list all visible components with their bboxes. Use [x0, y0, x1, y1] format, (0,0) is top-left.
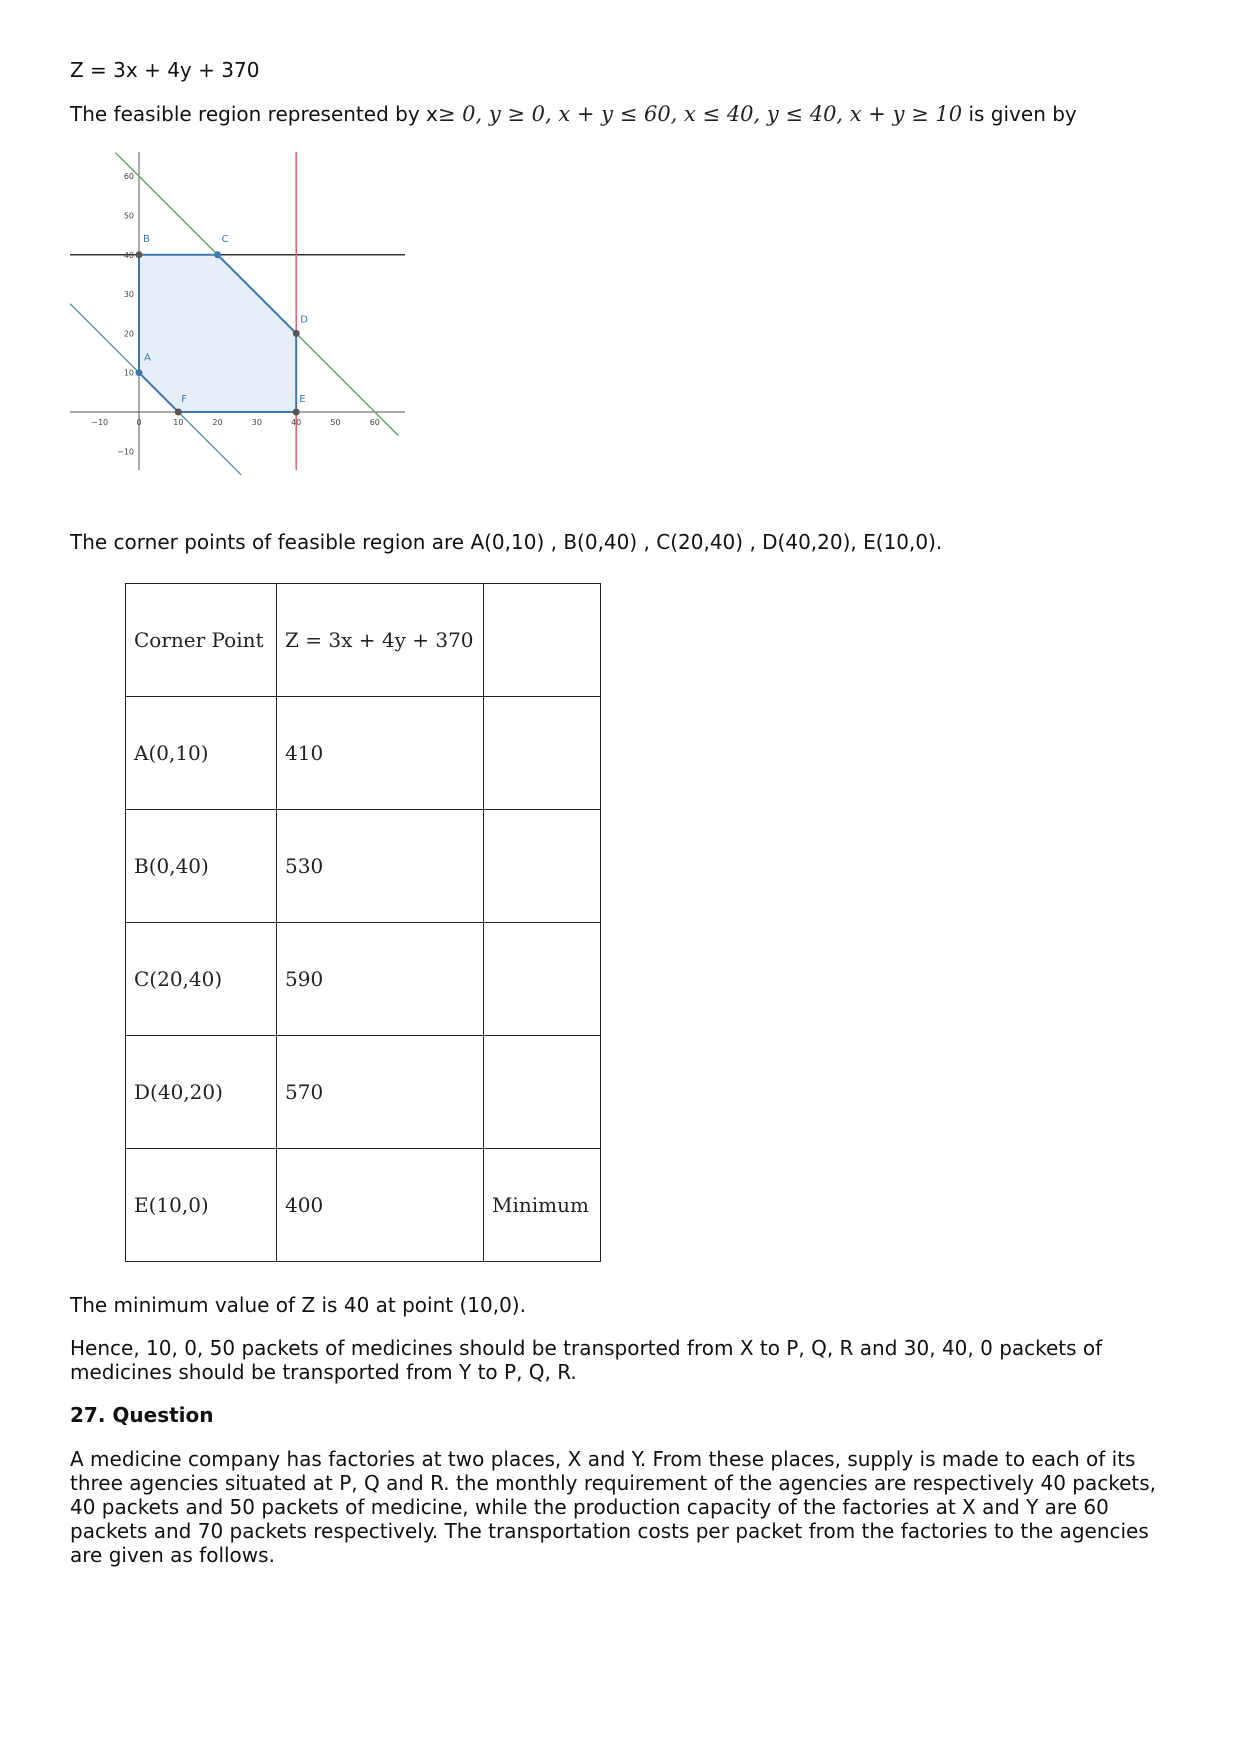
table-header-cell: Z = 3x + 4y + 370	[277, 584, 484, 697]
minimum-value-text: The minimum value of Z is 40 at point (10,0).	[70, 1293, 526, 1317]
corner-point-marker	[136, 251, 143, 258]
corner-point-marker	[136, 369, 143, 376]
objective-function: Z = 3x + 4y + 370	[70, 58, 260, 82]
table-cell: 410	[277, 697, 484, 810]
corner-point-label: D	[300, 314, 308, 326]
x-tick-label: 0	[136, 418, 142, 427]
table-row	[126, 1149, 601, 1262]
corner-point-marker	[175, 409, 182, 416]
x-tick-label: 60	[369, 418, 380, 427]
feasible-region-sentence	[70, 102, 1077, 126]
y-tick-label: 30	[123, 290, 134, 300]
y-tick-label: 50	[123, 211, 134, 221]
table-header-cell: Corner Point	[126, 584, 277, 697]
table-cell: D(40,20)	[126, 1036, 277, 1149]
x-tick-label: 40	[291, 418, 302, 427]
x-tick-label: 10	[173, 418, 184, 427]
y-tick-label: 20	[123, 329, 134, 339]
table-header-row	[126, 584, 601, 697]
conclusion-text: Hence, 10, 0, 50 packets of medicines should be transported from X to P, Q, R and 30, 40, 0 packets of medicines should be transported from Y to P, Q, R.	[70, 1336, 1103, 1384]
table-cell: 400	[277, 1149, 484, 1262]
x-tick-label: 30	[251, 418, 262, 427]
corner-points-text: The corner points of feasible region are A(0,10) , B(0,40) , C(20,40) , D(40,20), E(10,0).	[70, 530, 943, 554]
table-cell	[484, 923, 601, 1036]
corner-point-label: F	[181, 394, 188, 405]
table-cell	[484, 810, 601, 923]
table-cell: 530	[277, 810, 484, 923]
feasible-region-graph	[70, 150, 450, 510]
corner-point-label: B	[143, 233, 150, 245]
x-tick-label: 50	[330, 418, 341, 427]
table-cell: 590	[277, 923, 484, 1036]
x-tick-label: −10	[91, 418, 109, 427]
corner-point-marker	[214, 251, 221, 258]
table-row	[126, 697, 601, 810]
table-row	[126, 923, 601, 1036]
table-cell: Minimum	[484, 1149, 601, 1262]
table-cell	[484, 697, 601, 810]
x-tick-label: 20	[212, 418, 223, 427]
question-heading: 27. Question	[70, 1403, 214, 1427]
corner-point-label: A	[144, 352, 151, 364]
table-cell: B(0,40)	[126, 810, 277, 923]
corner-point-marker	[293, 330, 300, 337]
table-row	[126, 1036, 601, 1149]
table-cell: E(10,0)	[126, 1149, 277, 1262]
y-tick-label: 60	[123, 172, 134, 182]
corner-point-label: E	[299, 394, 306, 405]
constraints-math: ≥ 0, y ≥ 0, x + y ≤ 60, x ≤ 40, y ≤ 40, x + y ≥ 10	[437, 102, 963, 126]
y-tick-label: −10	[117, 447, 134, 457]
feasible-region	[139, 255, 296, 412]
corner-point-table	[125, 583, 601, 1262]
y-tick-label: 10	[123, 368, 134, 378]
question-text: A medicine company has factories at two places, X and Y. From these places, supply is made to each of its three agencies situated at P, Q and R. the monthly requirement of the agencies are respectively 40 packets, 40 packets and 50 packets of medicine, while the production capacity of the factories at X and Y are 60 packets and 70 packets respectively. The transportation costs per packet from the factories to the agencies are given as follows.	[70, 1447, 1157, 1567]
table-header-cell	[484, 584, 601, 697]
feasible-intro: The feasible region represented by x	[70, 102, 438, 126]
table-cell	[484, 1036, 601, 1149]
y-tick-label: 40	[123, 250, 134, 260]
table-cell: 570	[277, 1036, 484, 1149]
table-cell: C(20,40)	[126, 923, 277, 1036]
corner-point-marker	[293, 409, 300, 416]
feasible-tail: is given by	[968, 102, 1077, 126]
table-row	[126, 810, 601, 923]
corner-point-label: C	[221, 233, 229, 245]
table-cell: A(0,10)	[126, 697, 277, 810]
